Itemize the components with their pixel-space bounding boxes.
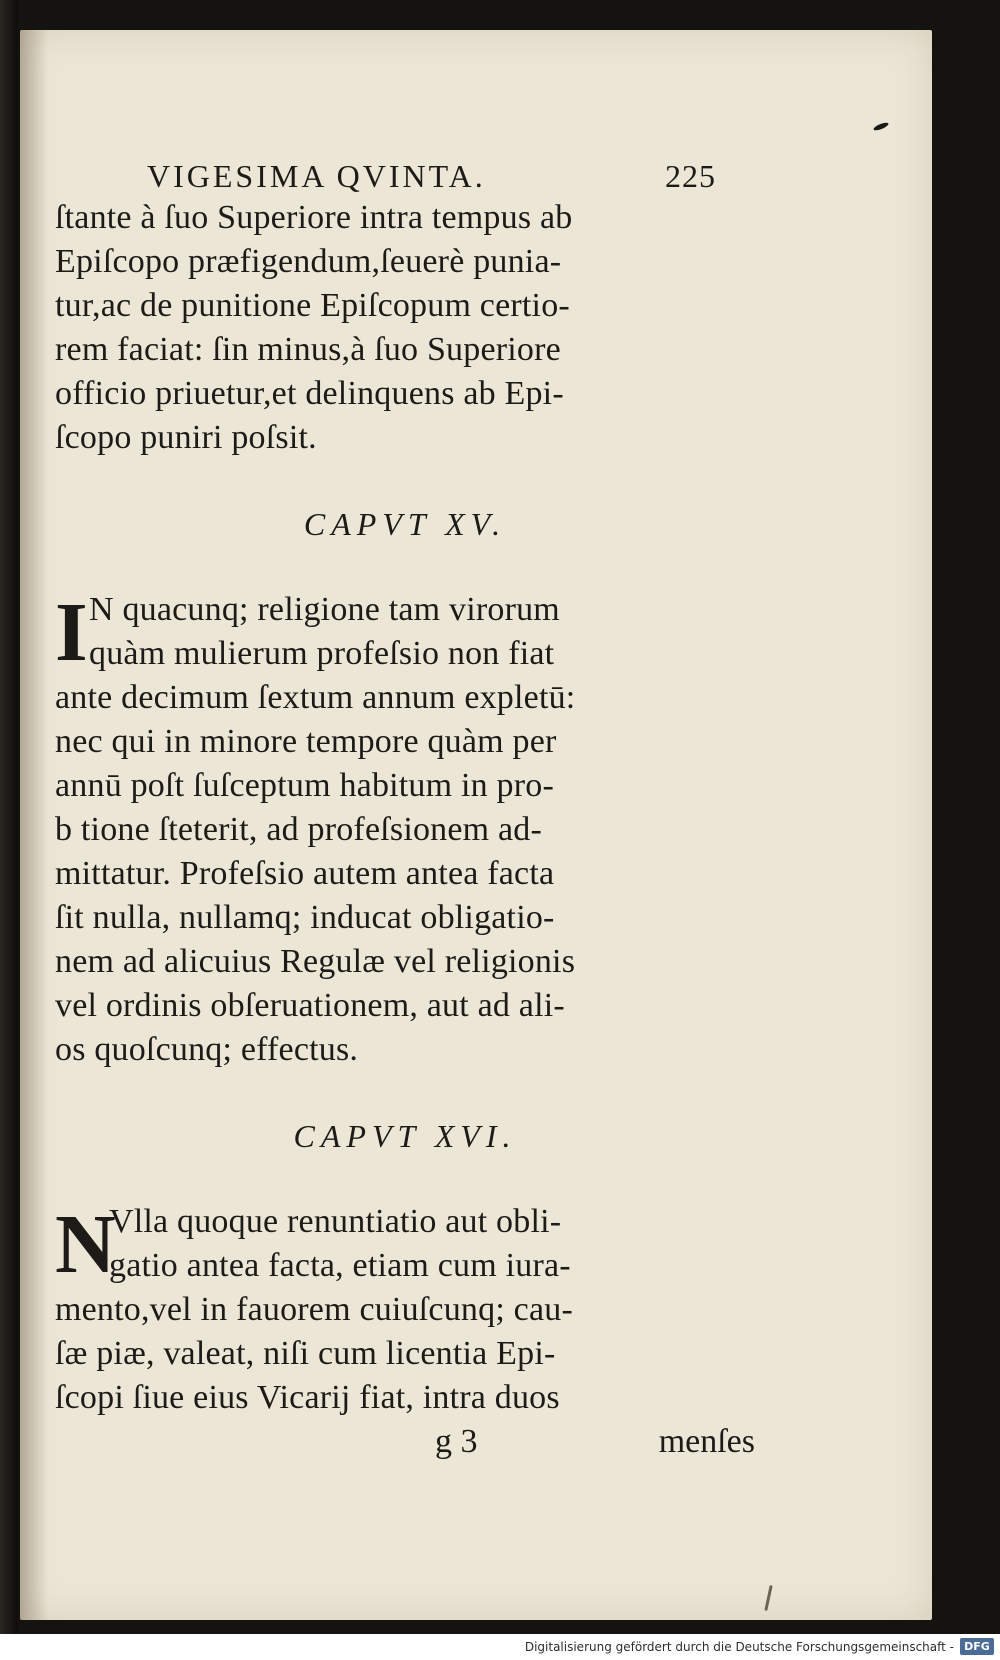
text-line: tur,ac de punitione Epiſcopum certio-: [55, 287, 570, 324]
text-line: nem ad alicuius Regulæ vel religionis: [55, 943, 576, 980]
text-line: ſcopo puniri poſsit.: [55, 419, 317, 456]
initial-letter: N: [55, 1198, 116, 1291]
page-crease-shadow: [20, 30, 48, 1620]
chapter-heading: CAPVT XVI.: [293, 1118, 517, 1154]
text-line: rem faciat: ſin minus,à ſuo Superiore: [55, 331, 561, 368]
text-line: ſæ piæ, valeat, niſi cum licentia Epi-: [55, 1335, 556, 1372]
signature-mark: g 3: [435, 1423, 478, 1460]
dfg-logo[interactable]: DFG: [960, 1638, 994, 1655]
text-line: quàm mulierum profeſsio non fiat: [89, 635, 555, 672]
pencil-mark: [764, 1585, 772, 1611]
text-line: annū poſt ſuſceptum habitum in pro-: [55, 767, 554, 804]
text-line: Vlla quoque renuntiatio aut obli-: [109, 1203, 562, 1240]
catchword: menſes: [658, 1423, 755, 1460]
binding-edge: [0, 0, 18, 1634]
text-line: Epiſcopo præfigendum,ſeuerè punia-: [55, 243, 562, 280]
ink-blot: [873, 121, 890, 132]
text-line: gatio antea facta, etiam cum iura-: [109, 1247, 571, 1284]
text-line: ante decimum ſextum annum expletū:: [55, 679, 576, 716]
text-line: mento,vel in fauorem cuiuſcunq; cau-: [55, 1291, 573, 1328]
text-line: vel ordinis obſeruationem, aut ad ali-: [55, 987, 565, 1024]
text-line: os quoſcunq; effectus.: [55, 1031, 359, 1068]
text-block: [55, 156, 755, 1464]
initial-letter: I: [55, 586, 88, 679]
text-line: officio priuetur,et delinquens ab Epi-: [55, 375, 564, 412]
page-number: 225: [665, 158, 716, 194]
text-line: mittatur. Profeſsio autem antea facta: [55, 855, 555, 892]
text-line: ſcopi ſiue eius Vicarij fiat, intra duos: [55, 1379, 560, 1416]
funding-note: Digitalisierung gefördert durch die Deutsche Forschungsgemeinschaft -: [524, 1640, 954, 1654]
footer-bar: [0, 1634, 1000, 1660]
text-line: nec qui in minore tempore quàm per: [55, 723, 557, 760]
text-line: ſtante à ſuo Superiore intra tempus ab: [55, 199, 573, 236]
catchword-line: [55, 1420, 755, 1464]
running-title: VIGESIMA QVINTA.: [147, 158, 486, 194]
text-line: ſit nulla, nullamq; inducat obligatio-: [55, 899, 555, 936]
running-head: [55, 156, 755, 196]
text-line: b tione ſteterit, ad profeſsionem ad-: [55, 811, 543, 848]
text-line: N quacunq; religione tam virorum: [89, 591, 560, 628]
chapter-heading: CAPVT XV.: [303, 506, 507, 542]
chapter-paragraph: [55, 1200, 755, 1420]
continuation-paragraph: [55, 196, 755, 460]
book-page: [20, 30, 932, 1620]
chapter-paragraph: [55, 588, 755, 1072]
